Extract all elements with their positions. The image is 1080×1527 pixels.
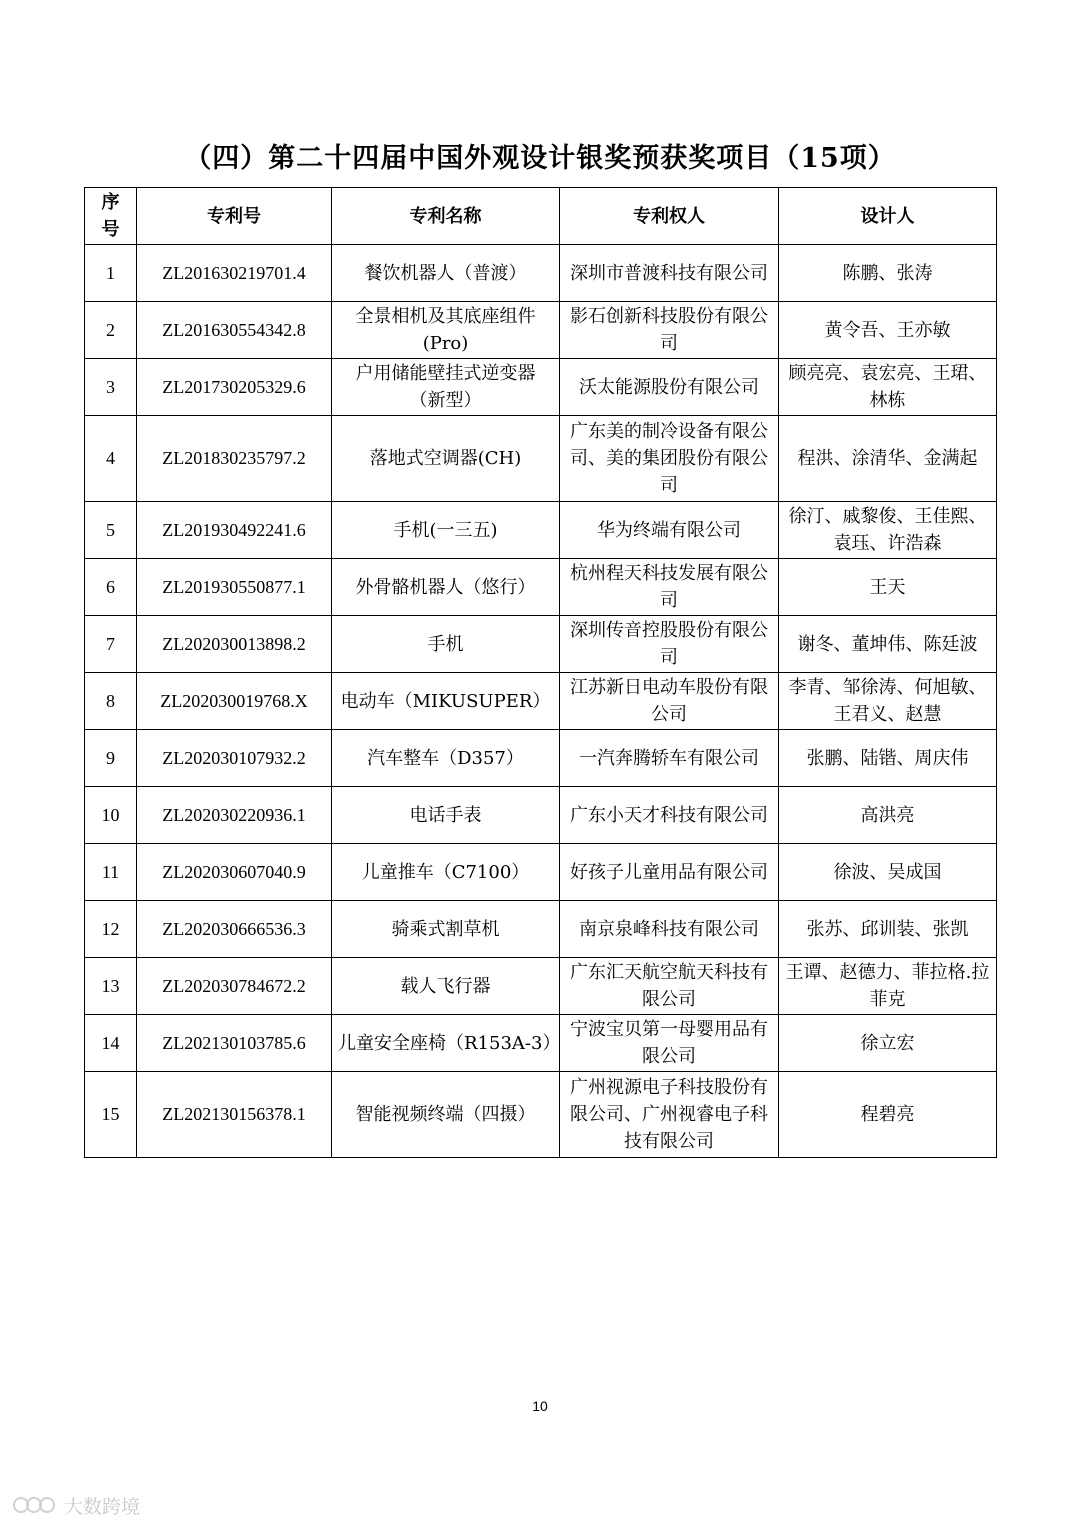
table-row [85,302,997,359]
row-patent-name: 智能视频终端（四摄） [332,1072,560,1158]
row-patent-no: ZL202130156378.1 [137,1072,332,1158]
row-patent-no: ZL202030019768.X [137,673,332,730]
row-patent-no: ZL201630554342.8 [137,302,332,359]
table-row [85,416,997,502]
row-patent-no: ZL202030107932.2 [137,730,332,787]
header-patent-no: 专利号 [137,188,332,245]
table-row [85,730,997,787]
row-patent-name: 户用储能壁挂式逆变器（新型） [332,359,560,416]
row-patent-no: ZL202030013898.2 [137,616,332,673]
row-patent-no: ZL201730205329.6 [137,359,332,416]
table-row [85,502,997,559]
row-holder: 南京泉峰科技有限公司 [560,901,779,958]
table-body [85,245,997,1158]
row-designer: 张苏、邱训装、张凯 [779,901,997,958]
row-seq: 6 [85,559,137,616]
row-seq: 9 [85,730,137,787]
table-row [85,559,997,616]
row-patent-name: 全景相机及其底座组件(Pro) [332,302,560,359]
row-holder: 广东汇天航空航天科技有限公司 [560,958,779,1015]
header-patent-name: 专利名称 [332,188,560,245]
row-designer: 陈鹏、张涛 [779,245,997,302]
row-patent-name: 手机 [332,616,560,673]
row-seq: 14 [85,1015,137,1072]
row-designer: 徐波、吴成国 [779,844,997,901]
row-holder: 好孩子儿童用品有限公司 [560,844,779,901]
row-patent-no: ZL202030784672.2 [137,958,332,1015]
row-patent-name: 外骨骼机器人（悠行） [332,559,560,616]
row-seq: 2 [85,302,137,359]
table-row [85,787,997,844]
row-designer: 程洪、涂清华、金满起 [779,416,997,502]
awards-table [84,187,997,1158]
row-holder: 沃太能源股份有限公司 [560,359,779,416]
row-holder: 广东小天才科技有限公司 [560,787,779,844]
row-patent-no: ZL202030607040.9 [137,844,332,901]
row-seq: 13 [85,958,137,1015]
row-seq: 5 [85,502,137,559]
row-holder: 深圳市普渡科技有限公司 [560,245,779,302]
row-patent-no: ZL202130103785.6 [137,1015,332,1072]
row-designer: 黄令吾、王亦敏 [779,302,997,359]
row-seq: 8 [85,673,137,730]
row-patent-no: ZL201930492241.6 [137,502,332,559]
row-seq: 12 [85,901,137,958]
row-designer: 程碧亮 [779,1072,997,1158]
row-patent-no: ZL202030220936.1 [137,787,332,844]
row-patent-no: ZL201830235797.2 [137,416,332,502]
row-holder: 深圳传音控股股份有限公司 [560,616,779,673]
row-patent-name: 儿童推车（C7100） [332,844,560,901]
row-designer: 王天 [779,559,997,616]
row-holder: 华为终端有限公司 [560,502,779,559]
row-holder: 广东美的制冷设备有限公司、美的集团股份有限公司 [560,416,779,502]
watermark [12,1490,140,1520]
row-designer: 顾亮亮、袁宏亮、王珺、林栋 [779,359,997,416]
row-seq: 4 [85,416,137,502]
page-number: 10 [532,1398,548,1414]
table-row [85,616,997,673]
table-row [85,1072,997,1158]
row-seq: 3 [85,359,137,416]
row-designer: 张鹏、陆锴、周庆伟 [779,730,997,787]
row-patent-name: 载人飞行器 [332,958,560,1015]
row-patent-name: 汽车整车（D357） [332,730,560,787]
row-seq: 10 [85,787,137,844]
row-holder: 宁波宝贝第一母婴用品有限公司 [560,1015,779,1072]
header-designer: 设计人 [779,188,997,245]
row-patent-name: 落地式空调器(CH) [332,416,560,502]
row-patent-no: ZL202030666536.3 [137,901,332,958]
watermark-logo-icon [12,1492,58,1518]
table-row [85,673,997,730]
row-holder: 影石创新科技股份有限公司 [560,302,779,359]
table-row [85,958,997,1015]
row-patent-no: ZL201630219701.4 [137,245,332,302]
row-designer: 李青、邹徐涛、何旭敏、王君义、赵慧 [779,673,997,730]
row-patent-name: 手机(一三五) [332,502,560,559]
row-patent-name: 儿童安全座椅（R153A-3） [332,1015,560,1072]
table-row [85,359,997,416]
row-patent-name: 电动车（MIKUSUPER） [332,673,560,730]
row-holder: 一汽奔腾轿车有限公司 [560,730,779,787]
row-patent-no: ZL201930550877.1 [137,559,332,616]
row-patent-name: 餐饮机器人（普渡） [332,245,560,302]
watermark-text: 大数跨境 [64,1495,141,1518]
document-title: （四）第二十四届中国外观设计银奖预获奖项目（15项） [184,143,896,174]
row-seq: 11 [85,844,137,901]
row-seq: 15 [85,1072,137,1158]
row-designer: 高洪亮 [779,787,997,844]
row-patent-name: 电话手表 [332,787,560,844]
row-designer: 徐立宏 [779,1015,997,1072]
row-seq: 1 [85,245,137,302]
table-row [85,245,997,302]
row-designer: 王谭、赵德力、菲拉格.拉菲克 [779,958,997,1015]
header-holder: 专利权人 [560,188,779,245]
row-holder: 江苏新日电动车股份有限公司 [560,673,779,730]
row-holder: 杭州程天科技发展有限公司 [560,559,779,616]
table-row [85,1015,997,1072]
row-patent-name: 骑乘式割草机 [332,901,560,958]
header-seq: 序 号 [85,188,137,245]
table-header-row [85,188,997,245]
table-row [85,901,997,958]
row-designer: 徐汀、戚黎俊、王佳熙、袁珏、许浩森 [779,502,997,559]
table-row [85,844,997,901]
row-holder: 广州视源电子科技股份有限公司、广州视睿电子科技有限公司 [560,1072,779,1158]
row-designer: 谢冬、董坤伟、陈廷波 [779,616,997,673]
row-seq: 7 [85,616,137,673]
